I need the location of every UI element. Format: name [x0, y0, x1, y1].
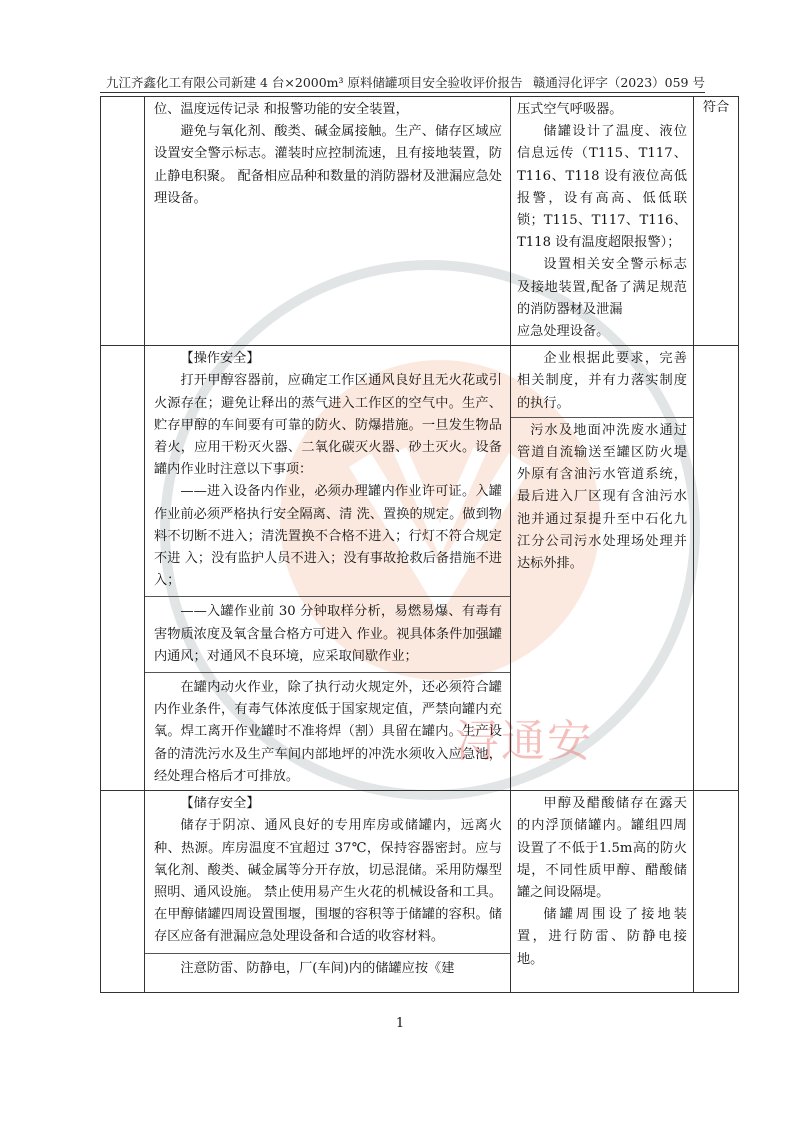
actual-text: 应急处理设备。 — [517, 324, 610, 340]
actual-text: 储罐周围设了接地装置，进行防雷、防静电接地。 — [517, 907, 687, 967]
requirement-text: 打开甲醇容器前，应确定工作区通风良好且无火花或引火源存在；避免让释出的蒸气进入工作区的空气中。生产、贮存甲醇的车间要有可靠的防火、防爆措施。一旦发生物品着火，应用干粉灭火器、二氧化碳灭火器、砂土灭火。设备罐内作业时注意以下事项： — [154, 373, 502, 478]
requirement-text: 位、温度远传记录 和报警功能的安全装置， — [154, 102, 409, 117]
requirement-text: ——进入设备内作业，必须办理罐内作业许可证。入罐作业前必须严格执行安全隔离、清 洗、置换的规定。做到物料不切断不进入；清洗置换不合格不进入；行灯不符合规定不进 入；没有监护人员不进入；没有事故抢救后备措施不进入； — [154, 484, 502, 589]
actual-text: 设置相关安全警示标志及接地装置,配备了满足规范的消防器材及泄漏 — [517, 257, 687, 317]
section-heading: 【储存安全】 — [180, 796, 260, 812]
actual-text: 甲醇及醋酸储存在露天的内浮顶储罐内。罐组四周设置了不低于1.5m高的防火堤，不同性质甲醇、醋酸储罐之间设隔堤。 — [517, 796, 687, 900]
actual-text: 储罐设计了温度、液位信息远传（T115、T117、T116、T118 设有液位高低报警，设有高高、低低联锁；T115、T117、T116、T118 设有温度超限报警）； — [517, 124, 687, 251]
requirement-text: 储存于阴凉、通风良好的专用库房或储罐内，远离火种、热源。库房温度不宜超过 37℃，保持容器密封。应与氧化剂、酸类、碱金属等分开存放，切忌混储。采用防爆型照明、通风设施。 禁止使用易产生火花的机械设备和工具。在甲醇储罐四周设置围堰，围堰的容积等于储罐的容积。储存区应备有泄漏应急处理设备和合适的收容材料。 — [154, 818, 502, 945]
table-row — [101, 346, 739, 791]
report-number: 赣通浔化评字（2023）059 号 — [532, 75, 705, 90]
requirement-cell — [145, 791, 511, 993]
index-cell — [101, 346, 145, 791]
result-cell — [694, 791, 739, 993]
actual-cell — [511, 97, 694, 346]
page-header — [100, 70, 705, 93]
requirement-text: ——入罐作业前 30 分钟取样分析，易燃易爆、有毒有害物质浓度及氧含量合格方可进入 作业。视具体条件加强罐内通风；对通风不良环境，应采取间歇作业； — [145, 596, 510, 668]
requirement-text: 注意防雷、防静电，厂(车间)内的储罐应按《建 — [145, 953, 510, 980]
actual-text: 压式空气呼吸器。 — [517, 102, 623, 117]
report-title: 九江齐鑫化工有限公司新建 4 台×2000m³ 原料储罐项目安全验收评价报告 — [106, 75, 523, 90]
evaluation-table — [100, 96, 739, 993]
index-cell — [101, 97, 145, 346]
page-number: 1 — [395, 1016, 405, 1031]
requirement-text: 在罐内动火作业，除了执行动火规定外，还必须符合罐内作业条件，有毒气体浓度低于国家规定值，严禁向罐内充氧。焊工离开作业罐时不准将焊（割）具留在罐内。生产设备的清洗污水及生产车间内部地坪的冲洗水须收入应急池，经处理合格后才可排放。 — [145, 672, 510, 788]
requirement-cell — [145, 97, 511, 346]
result-cell: 符合 — [694, 97, 739, 346]
watermark-text: 浔通安 — [455, 716, 593, 767]
requirement-text: 避免与氧化剂、酸类、碱金属接触。生产、储存区域应设置安全警示标志。灌装时应控制流速，且有接地装置，防止静电积聚。 配备相应品种和数量的消防器材及泄漏应急处理设备。 — [154, 124, 502, 206]
actual-text: 企业根据此要求，完善相关制度，并有力落实制度的执行。 — [517, 351, 687, 411]
actual-cell — [511, 791, 694, 993]
table-row — [101, 97, 739, 346]
requirement-cell — [145, 346, 511, 791]
index-cell — [101, 791, 145, 993]
table-row — [101, 791, 739, 993]
section-heading: 【操作安全】 — [180, 351, 260, 367]
actual-text: 污水及地面冲洗废水通过管道自流输送至罐区防火堤外原有含油污水管道系统，最后进入厂区现有含油污水池并通过泵提升至中石化九江分公司污水处理场处理并达标外排。 — [511, 417, 693, 575]
result-cell — [694, 346, 739, 791]
actual-cell — [511, 346, 694, 791]
